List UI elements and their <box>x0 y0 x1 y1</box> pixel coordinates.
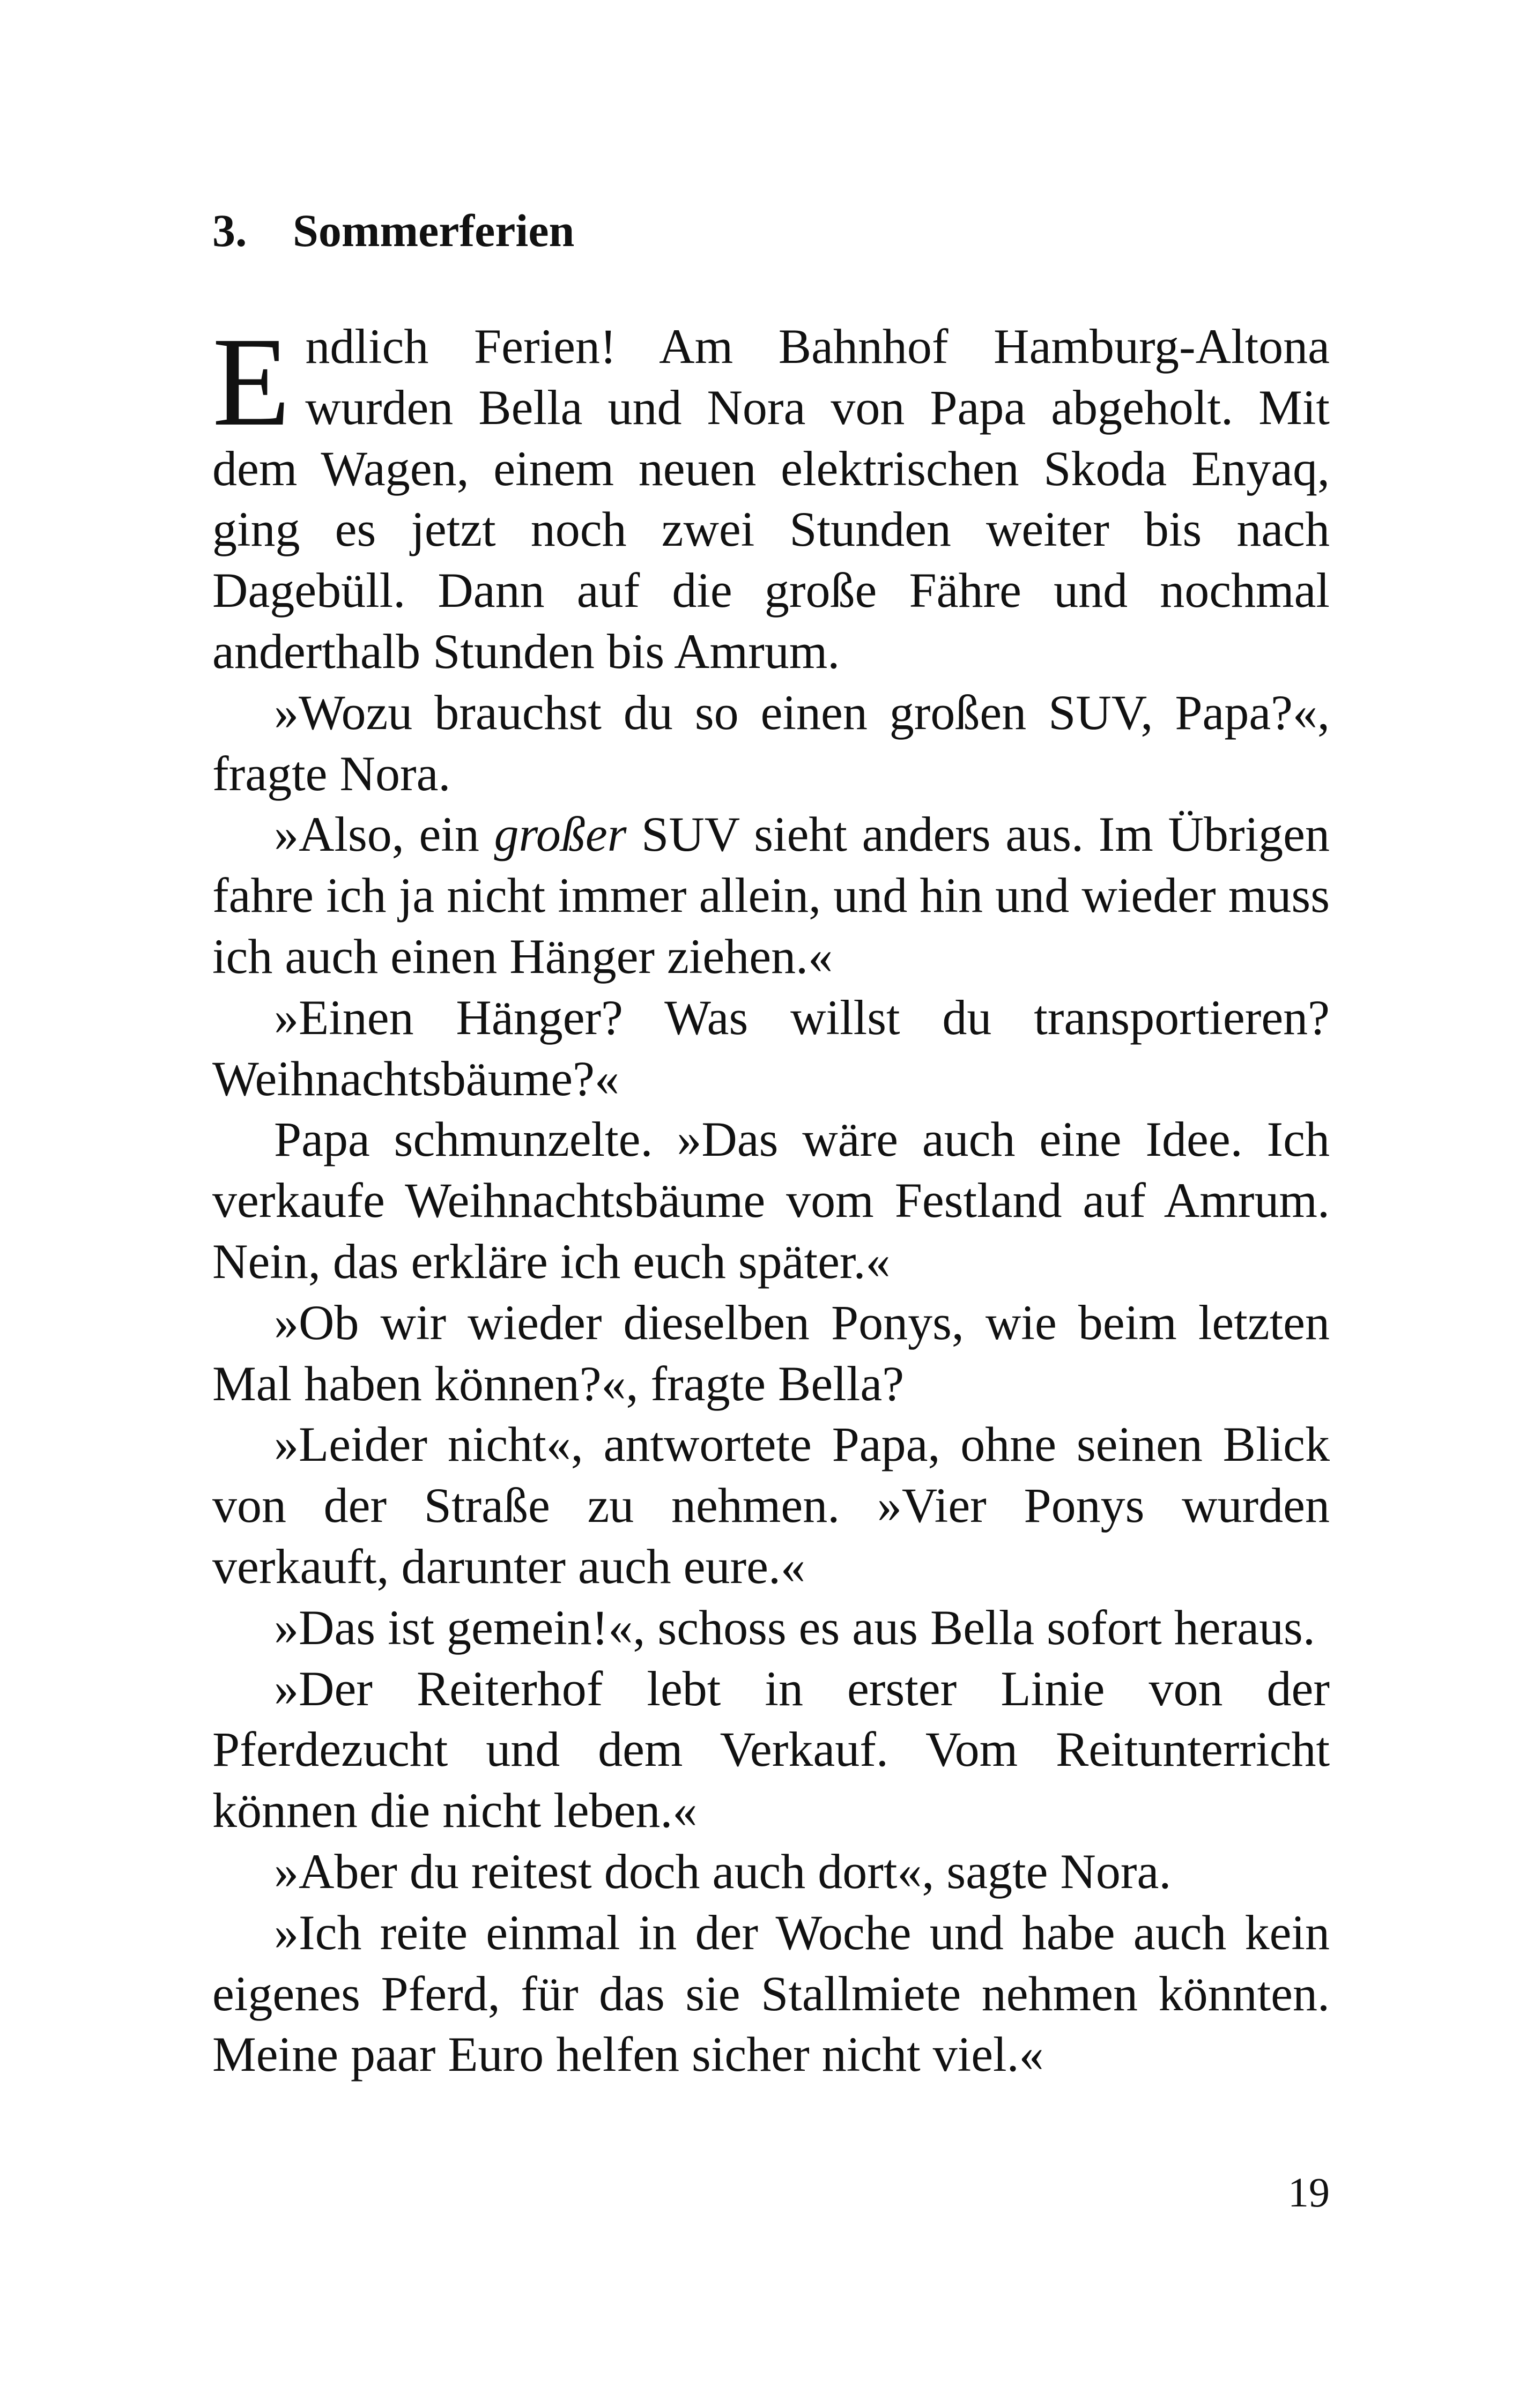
paragraph: »Der Reiterhof lebt in erster Linie von der Pferdezucht und dem Verkauf. Vom Reitunterricht können die nicht leben.« <box>212 1661 1330 1838</box>
chapter-number: 3. <box>212 205 247 256</box>
page-body <box>212 311 1330 2085</box>
paragraph-text: SUV sieht anders aus. Im Übrigen fahre ich ja nicht immer allein, und hin und wieder muss ich auch einen Hänger ziehen.« <box>212 807 1330 984</box>
paragraph <box>212 804 1330 987</box>
paragraph: »Ob wir wieder dieselben Ponys, wie beim letzten Mal haben können?«, fragte Bella? <box>212 1295 1330 1411</box>
paragraph: Papa schmunzelte. »Das wäre auch eine Idee. Ich verkaufe Weihnachtsbäume vom Festland auf Amrum. Nein, das erkläre ich euch später.« <box>212 1112 1330 1289</box>
paragraph: »Ich reite einmal in der Woche und habe auch kein eigenes Pferd, für das sie Stallmiete nehmen könnten. Meine paar Euro helfen sicher nicht viel.« <box>212 1905 1330 2082</box>
paragraph: »Das ist gemein!«, schoss es aus Bella sofort heraus. <box>274 1600 1315 1655</box>
drop-cap: E <box>212 311 291 452</box>
paragraph: »Einen Hänger? Was willst du transportieren? Weihnachtsbäume?« <box>212 990 1330 1106</box>
page-number: 19 <box>1288 2169 1330 2216</box>
paragraph-text: »Also, ein <box>274 807 494 862</box>
opening-paragraph <box>212 311 1330 682</box>
chapter-heading <box>212 198 574 263</box>
opening-text: ndlich Ferien! Am Bahnhof Hamburg-Altona wurden Bella und Nora von Papa abgeholt. Mit dem Wagen, einem neuen elektrischen Skoda Enyaq, ging es jetzt noch zwei Stunden weiter bis nach Dagebüll. Dann auf die große Fähre und nochmal anderthalb Stunden bis Amrum. <box>212 319 1330 679</box>
paragraph: »Wozu brauchst du so einen großen SUV, Papa?«, fragte Nora. <box>212 685 1330 801</box>
chapter-title: Sommerferien <box>293 205 575 256</box>
paragraph: »Leider nicht«, antwortete Papa, ohne seinen Blick von der Straße zu nehmen. »Vier Ponys wurden verkauft, darunter auch eure.« <box>212 1417 1330 1594</box>
emphasis-text: großer <box>494 807 627 862</box>
paragraph: »Aber du reitest doch auch dort«, sagte Nora. <box>274 1844 1172 1899</box>
